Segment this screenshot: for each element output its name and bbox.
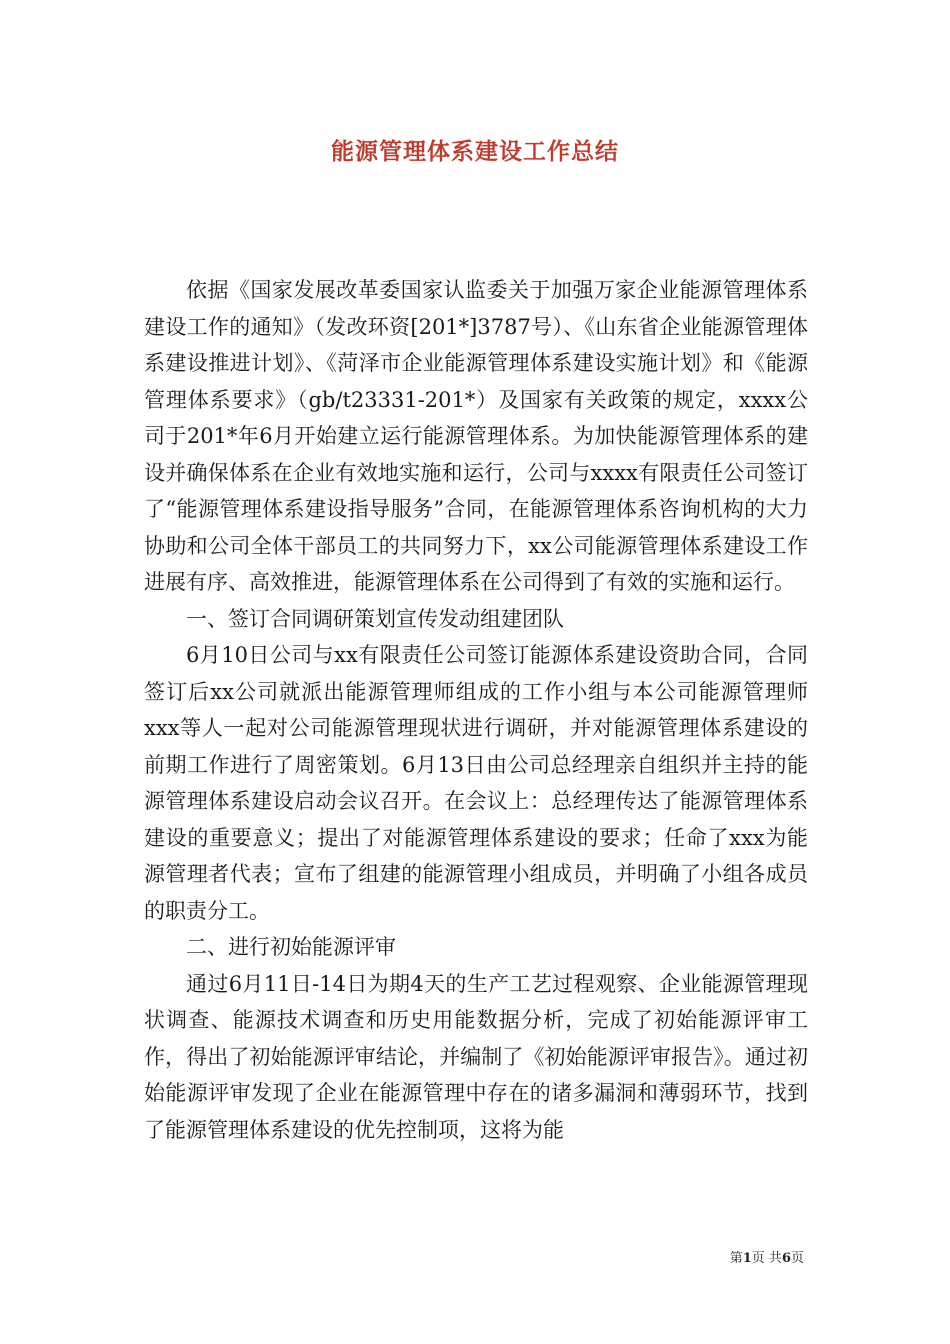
paragraph-section-1: 6月10日公司与xx有限责任公司签订能源体系建设资助合同，合同签订后xx公司就派出能源管理师组成的工作小组与本公司能源管理师xxx等人一起对公司能源管理现状进行调研，并对能源管理体系建设的前期工作进行了周密策划。6月13日由公司总经理亲自组织并主持的能源管理体系建设启动会议召开。在会议上：总经理传达了能源管理体系建设的重要意义；提出了对能源管理体系建设的要求；任命了xxx为能源管理者代表；宣布了组建的能源管理小组成员，并明确了小组各成员的职责分工。 xyxy=(144,643,808,923)
section-heading-1: 一、签订合同调研策划宣传发动组建团队 xyxy=(186,606,564,631)
footer-prefix: 第 xyxy=(729,1251,743,1266)
footer-middle: 页 共 xyxy=(751,1251,782,1266)
document-body xyxy=(144,272,808,1148)
footer-suffix: 页 xyxy=(790,1251,804,1266)
footer-current-page: 1 xyxy=(742,1251,752,1266)
document-title: 能源管理体系建设工作总结 xyxy=(331,138,619,165)
page-footer xyxy=(730,1247,804,1266)
footer-total-pages: 6 xyxy=(781,1251,791,1266)
section-heading-2: 二、进行初始能源评审 xyxy=(186,935,396,959)
paragraph-intro: 依据《国家发展改革委国家认监委关于加强万家企业能源管理体系建设工作的通知》（发改环资[201*]3787号）、《山东省企业能源管理体系建设推进计划》、《菏泽市企业能源管理体系建设实施计划》和《能源管理体系要求》（gb/t23331-201*）及国家有关政策的规定，xxxx公司于201*年6月开始建立运行能源管理体系。为加快能源管理体系的建设并确保体系在企业有效地实施和运行，公司与xxxx有限责任公司签订了“能源管理体系建设指导服务”合同，在能源管理体系咨询机构的大力协助和公司全体干部员工的共同努力下，xx公司能源管理体系建设工作进展有序、高效推进，能源管理体系在公司得到了有效的实施和运行。 xyxy=(144,278,808,594)
paragraph-section-2: 通过6月11日-14日为期4天的生产工艺过程观察、企业能源管理现状调查、能源技术调查和历史用能数据分析，完成了初始能源评审工作，得出了初始能源评审结论，并编制了《初始能源评审报告》。通过初始能源评审发现了企业在能源管理中存在的诸多漏洞和薄弱环节，找到了能源管理体系建设的优先控制项，这将为能 xyxy=(144,971,808,1142)
